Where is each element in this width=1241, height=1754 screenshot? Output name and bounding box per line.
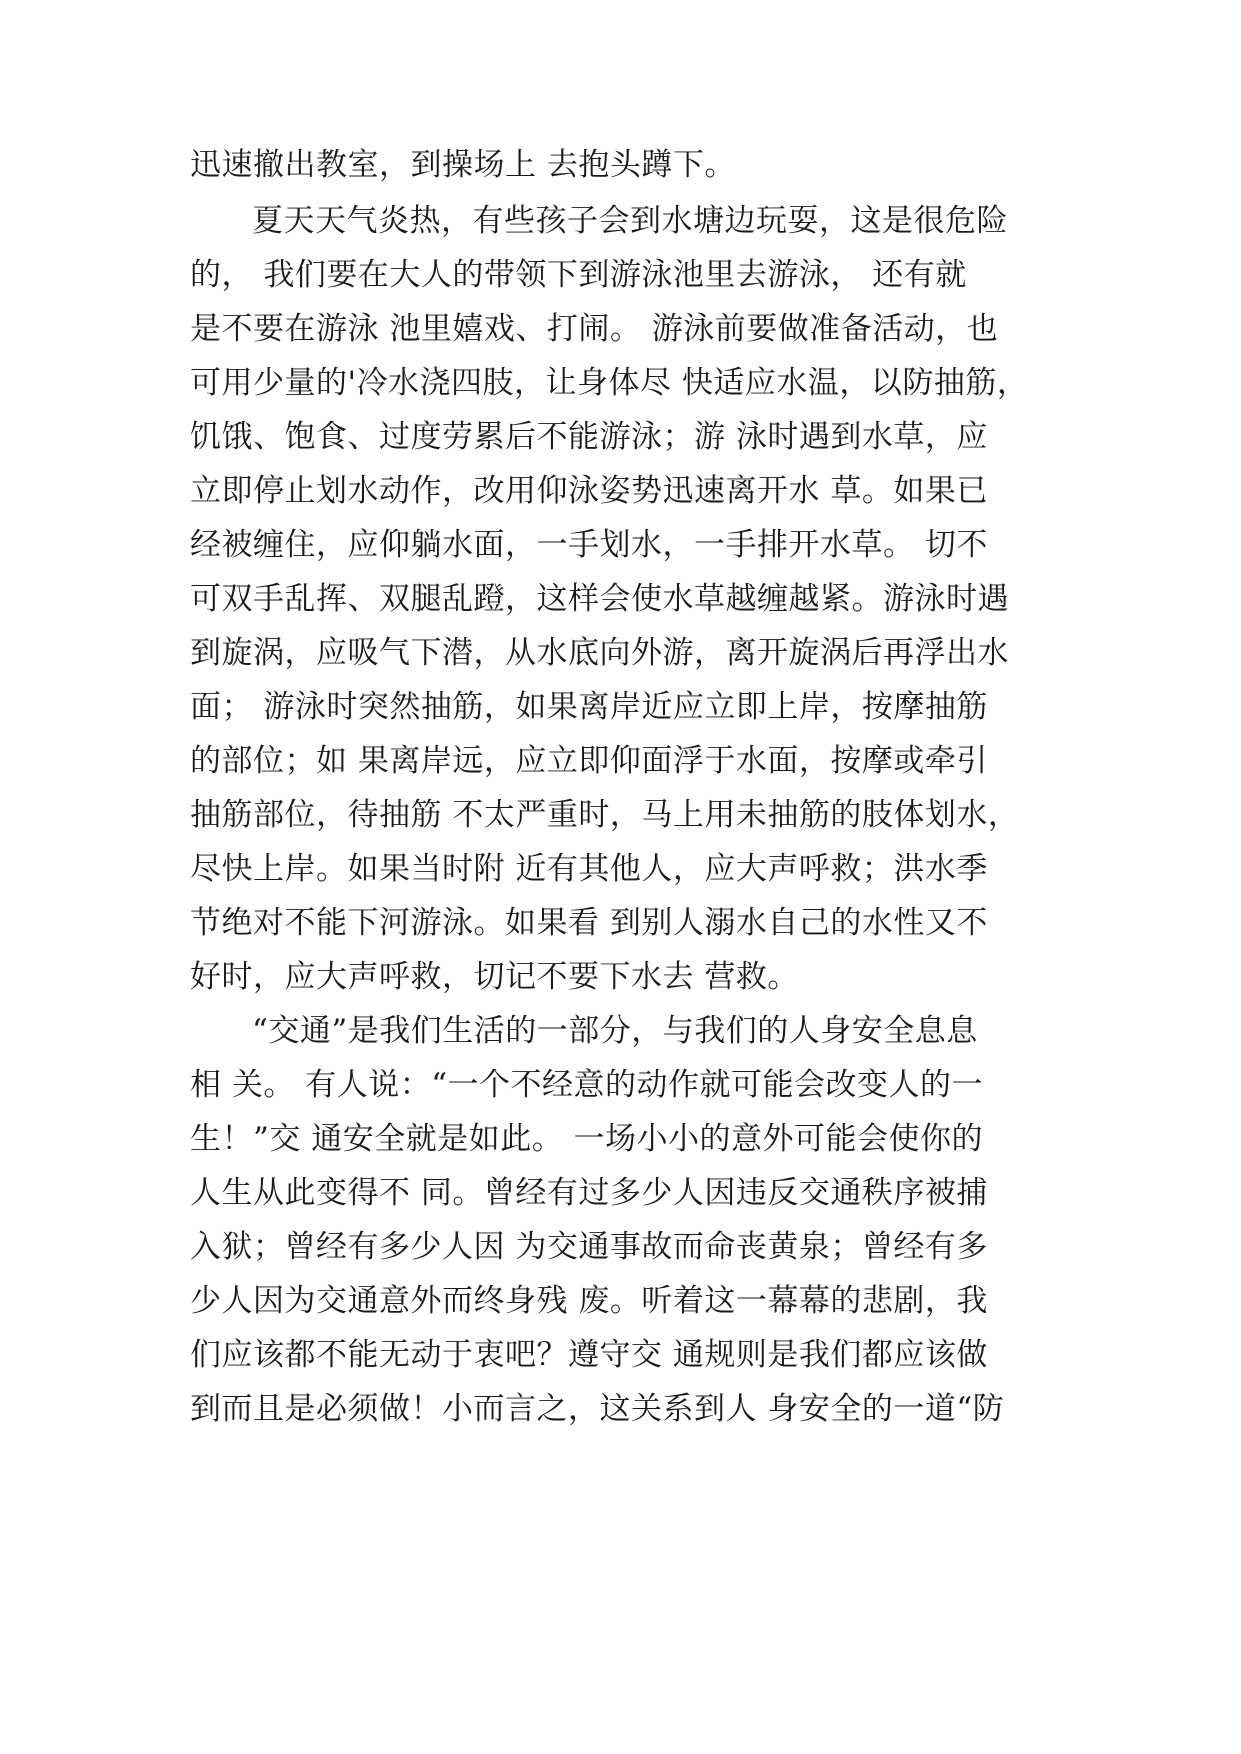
text-line: 生！”交 通安全就是如此。 一场小小的意外可能会使你的 (190, 1121, 984, 1157)
paragraph-start-line: 夏天天气炎热，有些孩子会到水塘边玩耍，这是很危险 (252, 203, 1008, 239)
text-line: 经被缠住，应仰躺水面，一手划水，一手排开水草。 切不 (190, 527, 988, 563)
text-line: 好时，应大声呼救，切记不要下水去 营救。 (190, 959, 799, 995)
text-line: 入狱；曾经有多少人因 为交通事故而命丧黄泉；曾经有多 (190, 1229, 988, 1265)
paragraph-start-line: “交通”是我们生活的一部分，与我们的人身安全息息 (252, 1013, 978, 1049)
text-line: 可双手乱挥、双腿乱蹬，这样会使水草越缠越紧。游泳时遇 (190, 581, 1009, 617)
text-line: 节绝对不能下河游泳。如果看 到别人溺水自己的水性又不 (190, 905, 988, 941)
text-line: 到旋涡，应吸气下潜，从水底向外游，离开旋涡后再浮出水 (190, 635, 1009, 671)
text-line: 饥饿、饱食、过度劳累后不能游泳；游 泳时遇到水草，应 (190, 419, 988, 455)
text-line: 立即停止划水动作，改用仰泳姿势迅速离开水 草。如果已 (190, 473, 988, 509)
text-line: 少人因为交通意外而终身残 废。听着这一幕幕的悲剧，我 (190, 1283, 988, 1319)
text-line: 迅速撤出教室，到操场上 去抱头蹲下。 (190, 147, 736, 183)
text-line: 尽快上岸。如果当时附 近有其他人，应大声呼救；洪水季 (190, 851, 988, 887)
text-line: 人生从此变得不 同。曾经有过多少人因违反交通秩序被捕 (190, 1175, 988, 1211)
text-line: 们应该都不能无动于衷吧？遵守交 通规则是我们都应该做 (190, 1337, 988, 1373)
text-line: 面； 游泳时突然抽筋，如果离岸近应立即上岸，按摩抽筋 (190, 689, 988, 725)
text-line: 的部位；如 果离岸远，应立即仰面浮于水面，按摩或牵引 (190, 743, 988, 779)
text-line: 抽筋部位，待抽筋 不太严重时，马上用未抽筋的肢体划水， (190, 797, 1020, 833)
text-line: 到而且是必须做！小而言之，这关系到人 身安全的一道“防 (190, 1391, 1005, 1427)
text-line: 是不要在游泳 池里嬉戏、打闹。 游泳前要做准备活动，也 (190, 311, 999, 347)
text-line: 相 关。 有人说：“一个不经意的动作就可能会改变人的一 (190, 1067, 984, 1103)
text-line: 的， 我们要在大人的带领下到游泳池里去游泳， 还有就 (190, 257, 967, 293)
text-line: 可用少量的'冷水浇四肢，让身体尽 快适应水温，以防抽筋， (190, 365, 1029, 401)
